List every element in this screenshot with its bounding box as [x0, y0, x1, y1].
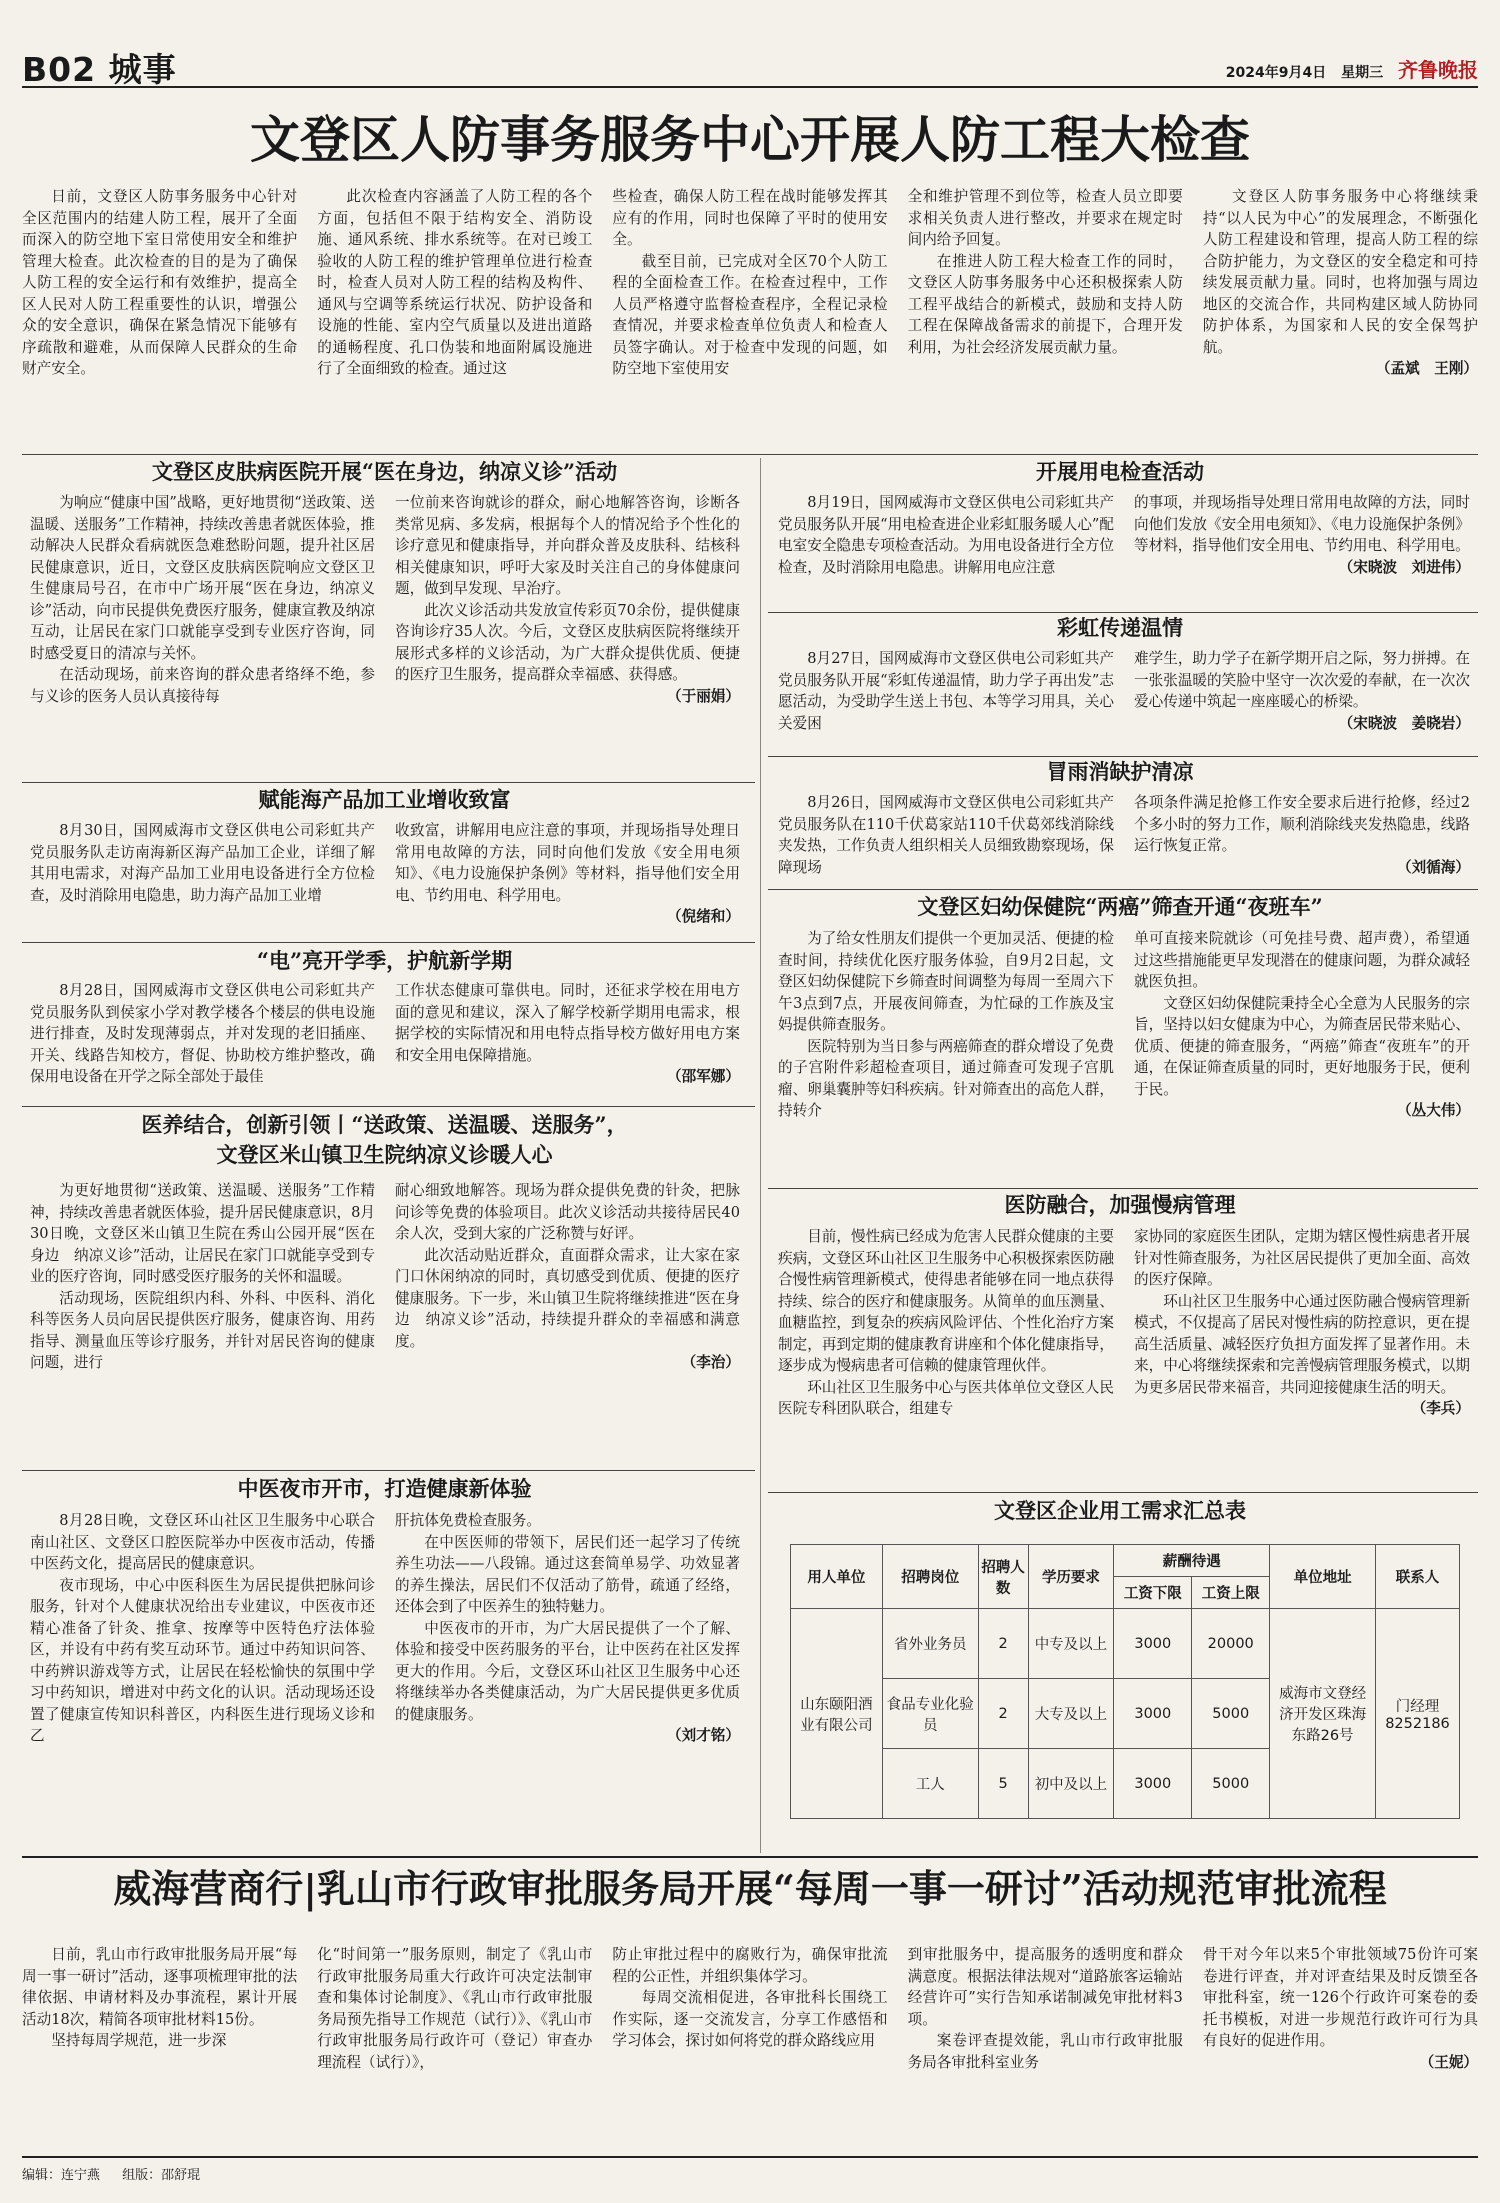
paragraph: 坚持每周学规范，进一步深 [51, 2032, 227, 2049]
byline: （丛大伟） [1397, 1102, 1470, 1119]
cell-education: 大专及以上 [1028, 1679, 1114, 1749]
section-divider [768, 1188, 1478, 1189]
jobs-table-wrap [790, 1544, 1460, 1819]
paragraph: 在中医医师的带领下，居民们还一起学习了传统养生功法——八段锦。通过这套简单易学、功效显著的养生操法，居民们不仅活动了筋骨，疏通了经络，还体会到了中医养生的独特魅力。 [395, 1533, 740, 1615]
paragraph: 为响应“健康中国”战略，更好地贯彻“送政策、送温暖、送服务”工作精神，持续改善患者就医体验，推动解决人民群众看病就医急难愁盼问题，提升社区居民健康意识，近日，文登区皮肤病医院响应文登区卫生健康局号召，在市中广场开展“医在身边，纳凉义诊”活动，向市民提供免费医疗服务，健康宣教及纳凉互动，让居民在家门口就能享受到专业医疗咨询，同时感受夏日的清凉与关怀。 [30, 494, 375, 662]
publication-info [1216, 54, 1478, 83]
cell-education: 初中及以上 [1028, 1749, 1114, 1819]
byline: （宋晓波 刘进伟） [1338, 558, 1470, 576]
article-col [395, 820, 740, 942]
article-col [1134, 792, 1470, 892]
lead-col-2 [317, 186, 592, 454]
article-headline: 赋能海产品加工业增收致富 [258, 787, 511, 812]
article-col [395, 980, 740, 1104]
section-divider [768, 889, 1478, 890]
header-rule [22, 86, 1478, 88]
cell-salary-high: 5000 [1192, 1749, 1270, 1819]
paragraph: 日前，文登区人防事务服务中心针对全区范围内的结建人防工程，展开了全面而深入的防空地下室日常使用安全和维护管理大检查。此次检查的目的是为了确保人防工程的安全运行和有效维护，提高全区人民对人防工程重要性的认识，增强公众的安全意识，确保在紧急情况下能够有序疏散和避难，从而保障人民群众的生命财产安全。 [22, 188, 298, 377]
col-header-address: 单位地址 [1270, 1545, 1376, 1609]
bottom-col-2 [317, 1944, 592, 2152]
article-col [395, 492, 740, 782]
article-headline: “电”亮开学季，护航新学期 [256, 948, 513, 973]
byline: （刘循海） [1397, 858, 1470, 876]
lead-headline: 文登区人防事务服务中心开展人防工程大检查 [250, 110, 1250, 169]
paragraph: 收致富，讲解用电应注意的事项，并现场指导处理日常用电故障的方法，同时向他们发放《安全用电须知》、《电力设施保护条例》等材料，指导他们安全用电、节约用电、科学用电。 [395, 822, 740, 904]
paragraph: 化“时间第一”服务原则，制定了《乳山市行政审批服务局重大行政许可决定法制审查和集体讨论制度》、《乳山市行政审批服务局预先指导工作规范（试行）》、《乳山市行政审批服务局行政许可（登记）审查办理流程（试行）》， [317, 1946, 593, 2071]
page-header [22, 44, 1478, 89]
paragraph: 到审批服务中，提高服务的透明度和群众满意度。根据法律法规对“道路旅客运输站经营许可”实行告知承诺制减免审批材料3项。 [907, 1946, 1183, 2028]
jobs-table [790, 1544, 1460, 1819]
article-body-rain [778, 792, 1470, 892]
lead-article-body [22, 186, 1478, 454]
cell-post: 工人 [882, 1749, 978, 1819]
paragraph: 一位前来咨询就诊的群众，耐心地解答咨询，诊断各类常见病、多发病，根据每个人的情况给予个性化的诊疗意见和健康指导，并向群众普及皮肤科、结核科相关健康知识，呼吁大家及时关注自己的身体健康问题，做到早发现、早治疗。 [395, 494, 740, 597]
article-headline: 医养结合，创新引领丨“送政策、送温暖、送服务”， [141, 1112, 628, 1137]
cell-education: 中专及以上 [1028, 1609, 1114, 1679]
paragraph: 此次检查内容涵盖了人防工程的各个方面，包括但不限于结构安全、消防设施、通风系统、排水系统等。在对已竣工验收的人防工程的维护管理单位进行检查时，检查人员对人防工程的结构及构件、通风与空调等系统运行状况、防护设备和设施的性能、室内空气质量以及进出道路的通畅程度、孔口伪装和地面附属设施进行了全面细致的检查。通过这 [317, 188, 593, 377]
article-body-rainbow [778, 648, 1470, 758]
cell-count: 2 [978, 1679, 1028, 1749]
paragraph: 骨干对今年以来5个审批领域75份许可案卷进行评查，并对评查结果及时反馈至各审批科室，统一126个行政许可案卷的委托书模板，对进一步规范行政许可行为具有良好的促进作用。 [1202, 1946, 1479, 2049]
article-body-skin [30, 492, 740, 782]
paragraph: 在活动现场，前来咨询的群众患者络绎不绝，参与义诊的医务人员认真接待每 [30, 666, 375, 705]
paragraph: 此次义诊活动共发放宣传彩页70余份，提供健康咨询诊疗35人次。今后，文登区皮肤病医院将继续开展形式多样的义诊活动，为广大群众提供优质、便捷的医疗卫生服务，提高群众幸福感、获得感。 [395, 601, 740, 683]
paragraph: 目前，慢性病已经成为危害人民群众健康的主要疾病，文登区环山社区卫生服务中心积极探索医防融合慢性病管理新模式，使得患者能够在同一地点获得持续、综合的医疗和健康服务。从简单的血压测量、血糖监控，到复杂的疾病风险评估、个性化治疗方案制定，再到定期的健康教育讲座和个体化健康指导，逐步成为慢病患者可信赖的健康管理伙伴。 [778, 1228, 1114, 1374]
paragraph: 案卷评查提效能，乳山市行政审批服务局各审批科室业务 [907, 2032, 1183, 2071]
col-header-unit: 用人单位 [791, 1545, 883, 1609]
article-col [395, 1510, 740, 1850]
bottom-col-1 [22, 1944, 297, 2152]
col-header-salary: 薪酬待遇 [1114, 1545, 1270, 1577]
article-col [778, 792, 1114, 892]
footer-rule [22, 2156, 1478, 2158]
col-header-post: 招聘岗位 [882, 1545, 978, 1609]
article-col [778, 648, 1114, 758]
article-col [395, 1180, 740, 1470]
paragraph: 些检查，确保人防工程在战时能够发挥其应有的作用，同时也保障了平时的使用安全。 [612, 188, 888, 248]
paragraph: 文登区妇幼保健院秉持全心全意为人民服务的宗旨，坚持以妇女健康为中心，为筛查居民带来贴心、优质、便捷的筛查服务，“两癌”筛查“夜班车”的开通，在保证筛查质量的同时，更好地服务于民，便利于民。 [1134, 994, 1470, 1098]
paragraph: 日前，乳山市行政审批服务局开展“每周一事一研讨”活动，逐事项梳理审批的法律依据、申请材料及办事流程，累计开展活动18次，精简各项审批材料15份。 [22, 1946, 298, 2028]
cell-salary-low: 3000 [1114, 1679, 1192, 1749]
paragraph: 8月28日晚，文登区环山社区卫生服务中心联合南山社区、文登区口腔医院举办中医夜市活动，传播中医药文化，提高居民的健康意识。 [30, 1512, 375, 1572]
byline: （李兵） [1411, 1400, 1470, 1417]
byline: （于丽娟） [667, 687, 740, 705]
paragraph: 的事项，并现场指导处理日常用电故障的方法，同时向他们发放《安全用电须知》、《电力设施保护条例》等材料，指导他们安全用电、节约用电、科学用电。 [1134, 494, 1470, 554]
paragraph: 为更好地贯彻“送政策、送温暖、送服务”工作精神，持续改善患者就医体验，提升居民健康意识，8月30日晚，文登区米山镇卫生院在秀山公园开展“医在身边 纳凉义诊”活动，让居民在家门口就能享受到专业的医疗咨询，同时感受医疗服务的关怀和温暖。 [30, 1182, 375, 1285]
article-col [30, 820, 375, 942]
article-col [1134, 492, 1470, 614]
page-footer [22, 2164, 218, 2183]
newspaper-logo: 齐鲁晚报 [1398, 58, 1478, 82]
paragraph: 环山社区卫生服务中心与医共体单位文登区人民医院专科团队联合，组建专 [778, 1378, 1114, 1417]
article-headline: 开展用电检查活动 [1036, 459, 1204, 484]
article-headline: 彩虹传递温情 [1057, 615, 1183, 640]
lead-col-1 [22, 186, 297, 454]
article-col [778, 1226, 1114, 1482]
paragraph: 防止审批过程中的腐败行为，确保审批流程的公正性，并组织集体学习。 [612, 1946, 888, 1985]
byline: （李治） [681, 1354, 740, 1371]
article-col [1134, 1226, 1470, 1482]
byline: （邵军娜） [667, 1068, 740, 1085]
article-headline: 文登区皮肤病医院开展“医在身边，纳凉义诊”活动 [151, 459, 618, 484]
article-col [30, 492, 375, 782]
section-divider [22, 1470, 755, 1471]
article-body-seafood [30, 820, 740, 942]
cell-salary-high: 20000 [1192, 1609, 1270, 1679]
paragraph: 各项条件满足抢修工作安全要求后进行抢修，经过2个多小时的努力工作，顺利消除线夹发热隐患，线路运行恢复正常。 [1134, 794, 1470, 854]
paragraph: 8月26日，国网威海市文登区供电公司彩虹共产党员服务队在110千伏葛家站110千伏葛郊线消除线夹发热，工作负责人组织相关人员细致勘察现场，保障现场 [778, 794, 1114, 876]
paragraph: 为了给女性朋友们提供一个更加灵活、便捷的检查时间，持续优化医疗服务体验，自9月2日起，文登区妇幼保健院下乡筛查时间调整为每周一至周六下午3点到7点，开展夜间筛查，为忙碌的工作族及宝妈提供筛查服务。 [778, 930, 1114, 1033]
layout-credit: 组版：邵舒琨 [122, 2168, 201, 2183]
cell-salary-low: 3000 [1114, 1609, 1192, 1679]
article-headline: 中医夜市开市，打造健康新体验 [237, 1476, 532, 1501]
paragraph: 肝抗体免费检查服务。 [395, 1512, 541, 1529]
cell-count: 5 [978, 1749, 1028, 1819]
cell-company: 山东颐阳酒业有限公司 [791, 1609, 883, 1819]
issue-weekday: 星期三 [1341, 65, 1384, 81]
col-header-contact: 联系人 [1375, 1545, 1459, 1609]
article-headline: 文登区妇幼保健院“两癌”筛查开通“夜班车” [917, 894, 1323, 919]
col-header-salary-high: 工资上限 [1192, 1577, 1270, 1609]
lead-col-5 [1203, 186, 1478, 454]
article-col [30, 1510, 375, 1850]
article-col [1134, 928, 1470, 1190]
paragraph: 此次活动贴近群众，直面群众需求，让大家在家门口休闲纳凉的同时，真切感受到优质、便捷的医疗健康服务。下一步，米山镇卫生院将继续推进“医在身边 纳凉义诊”活动，持续提升群众的幸福感和满意度。 [395, 1246, 740, 1350]
article-body-school [30, 980, 740, 1104]
table-row [791, 1609, 1460, 1679]
paragraph: 难学生，助力学子在新学期开启之际，努力拼搏。在一张张温暖的笑脸中坚守一次次爱的奉献，在一次次爱心传递中筑起一座座暖心的桥梁。 [1134, 650, 1470, 710]
lead-col-4 [908, 186, 1183, 454]
section-divider [22, 454, 1478, 455]
paragraph: 单可直接来院就诊（可免挂号费、超声费），希望通过这些措施能更早发现潜在的健康问题，为群众减轻就医负担。 [1134, 930, 1470, 990]
paragraph: 夜市现场，中心中医科医生为居民提供把脉问诊服务，针对个人健康状况给出专业建议，中医夜市还精心准备了针灸、推拿、按摩等中医特色疗法体验区，并设有中药有奖互动环节。通过中药知识问答、中药辨识游戏等方式，让居民在轻松愉快的氛围中学习中药知识，增进对中药文化的认识。活动现场还设置了健康宣传知识科普区，内科医生进行现场义诊和乙 [30, 1576, 375, 1744]
article-body-maternal [778, 928, 1470, 1190]
col-header-education: 学历要求 [1028, 1545, 1114, 1609]
issue-date: 2024年9月4日 [1225, 65, 1327, 81]
cell-post: 省外业务员 [882, 1609, 978, 1679]
paragraph: 环山社区卫生服务中心通过医防融合慢病管理新模式，不仅提高了居民对慢性病的防控意识，更在提高生活质量、减轻医疗负担方面发挥了显著作用。未来，中心将继续探索和完善慢病管理服务模式，以期为更多居民带来福音，共同迎接健康生活的明天。 [1134, 1292, 1470, 1396]
paragraph: 每周交流相促进，各审批科长围绕工作实际，逐一交流发言，分享工作感悟和学习体会，探讨如何将党的群众路线应用 [612, 1989, 888, 2049]
col-header-count: 招聘人数 [978, 1545, 1028, 1609]
cell-salary-low: 3000 [1114, 1749, 1192, 1819]
paragraph: 截至目前，已完成对全区70个人防工程的全面检查工作。在检查过程中，工作人员严格遵守监督检查程序，全程记录检查情况，并要求检查单位负责人和检查人员签字确认。对于检查中发现的问题，如防空地下室使用安 [612, 252, 888, 377]
column-divider [760, 458, 761, 1853]
paragraph: 活动现场，医院组织内科、外科、中医科、消化科等医务人员向居民提供医疗服务，健康咨询、用药指导、测量血压等诊疗服务，并针对居民咨询的健康问题，进行 [30, 1289, 375, 1371]
paragraph: 中医夜市的开市，为广大居民提供了一个了解、体验和接受中医药服务的平台，让中医药在社区发挥更大的作用。今后，文登区环山社区卫生服务中心还将继续举办各类健康活动，为广大居民提供更多优质的健康服务。 [395, 1619, 740, 1723]
paragraph: 8月28日，国网威海市文登区供电公司彩虹共产党员服务队到侯家小学对教学楼各个楼层的供电设施进行排查，及时发现薄弱点，并对发现的老旧插座、开关、线路告知校方，督促、协助校方维护整改，确保用电设备在开学之际全部处于最佳 [30, 982, 375, 1085]
bottom-headline: 威海营商行|乳山市行政审批服务局开展“每周一事一研讨”活动规范审批流程 [113, 1866, 1387, 1911]
article-headline: 医防融合，加强慢病管理 [1004, 1192, 1236, 1217]
section-divider [768, 1492, 1478, 1493]
article-col [1134, 648, 1470, 758]
paragraph: 家协同的家庭医生团队，定期为辖区慢性病患者开展针对性筛查服务，为社区居民提供了更加全面、高效的医疗保障。 [1134, 1228, 1470, 1288]
section-divider [22, 942, 755, 943]
article-body-elec [778, 492, 1470, 614]
article-col [778, 928, 1114, 1190]
cell-contact: 门经理8252186 [1375, 1609, 1459, 1819]
section-divider [22, 782, 755, 783]
bottom-col-4 [908, 1944, 1183, 2152]
paragraph: 耐心细致地解答。现场为群众提供免费的针灸，把脉问诊等免费的体验项目。此次义诊活动共接待居民40余人次，受到大家的广泛称赞与好评。 [395, 1182, 740, 1242]
byline: （孟斌 王刚） [1375, 360, 1479, 377]
article-body-mishan [30, 1180, 740, 1470]
bottom-article-body [22, 1944, 1478, 2152]
article-col [30, 980, 375, 1104]
bottom-col-3 [612, 1944, 887, 2152]
byline: （倪绪和） [667, 908, 740, 925]
article-col [30, 1180, 375, 1470]
paragraph: 全和维护管理不到位等，检查人员立即要求相关负责人进行整改，并要求在规定时间内给予回复。 [907, 188, 1183, 248]
article-col [778, 492, 1114, 614]
byline: （宋晓波 姜晓岩） [1338, 714, 1470, 732]
cell-count: 2 [978, 1609, 1028, 1679]
article-headline: 冒雨消缺护清凉 [1046, 759, 1194, 784]
paragraph: 8月27日，国网威海市文登区供电公司彩虹共产党员服务队开展“彩虹传递温情，助力学子再出发”志愿活动，为受助学生送上书包、本等学习用具，关心关爱困 [778, 650, 1114, 732]
editor-credit: 编辑：连宁燕 [22, 2168, 101, 2183]
paragraph: 8月19日，国网威海市文登区供电公司彩虹共产党员服务队开展“用电检查进企业彩虹服务暖人心”配电室安全隐患专项检查活动。为用电设备进行全方位检查，及时消除用电隐患。讲解用电应注意 [778, 494, 1114, 576]
cell-salary-high: 5000 [1192, 1679, 1270, 1749]
paragraph: 文登区人防事务服务中心将继续秉持“以人民为中心”的发展理念，不断强化人防工程建设和管理，提高人防工程的综合防护能力，为文登区的安全稳定和可持续发展贡献力量。同时，也将加强与周边地区的交流合作，共同构建区域人防协同防护体系，为国家和人民的安全保驾护航。 [1202, 188, 1479, 356]
section-divider [22, 1856, 1478, 1858]
cell-post: 食品专业化验员 [882, 1679, 978, 1749]
paragraph: 8月30日，国网威海市文登区供电公司彩虹共产党员服务队走访南海新区海产品加工企业，详细了解其用电需求，对海产品加工业用电设备进行全方位检查，及时消除用电隐患，助力海产品加工业增 [30, 822, 375, 904]
bottom-col-5 [1203, 1944, 1478, 2152]
col-header-salary-low: 工资下限 [1114, 1577, 1192, 1609]
byline: （王妮） [1419, 2053, 1479, 2071]
article-headline: 文登区米山镇卫生院纳凉义诊暖人心 [216, 1142, 553, 1167]
paragraph: 工作状态健康可靠供电。同时，还征求学校在用电方面的意见和建议，深入了解学校新学期用电需求，根据学校的实际情况和用电特点指导校方做好用电方案和安全用电保障措施。 [395, 982, 740, 1064]
lead-col-3 [612, 186, 887, 454]
cell-address: 威海市文登经济开发区珠海东路26号 [1270, 1609, 1376, 1819]
article-body-tcm [30, 1510, 740, 1850]
paragraph: 在推进人防工程大检查工作的同时，文登区人防事务服务中心还积极探索人防工程平战结合的新模式，鼓励和支持人防工程在保障战备需求的前提下，合理开发利用，为社会经济发展贡献力量。 [907, 252, 1183, 356]
paragraph: 医院特别为当日参与两癌筛查的群众增设了免费的子宫附件彩超检查项目，通过筛查可发现子宫肌瘤、卵巢囊肿等妇科疾病。针对筛查出的高危人群，持转介 [778, 1037, 1114, 1119]
article-body-chronic [778, 1226, 1470, 1482]
section-divider [22, 1106, 755, 1107]
byline: （刘才铭） [667, 1727, 740, 1744]
page-code: B02 城事 [22, 50, 177, 89]
table-title: 文登区企业用工需求汇总表 [994, 1498, 1246, 1523]
